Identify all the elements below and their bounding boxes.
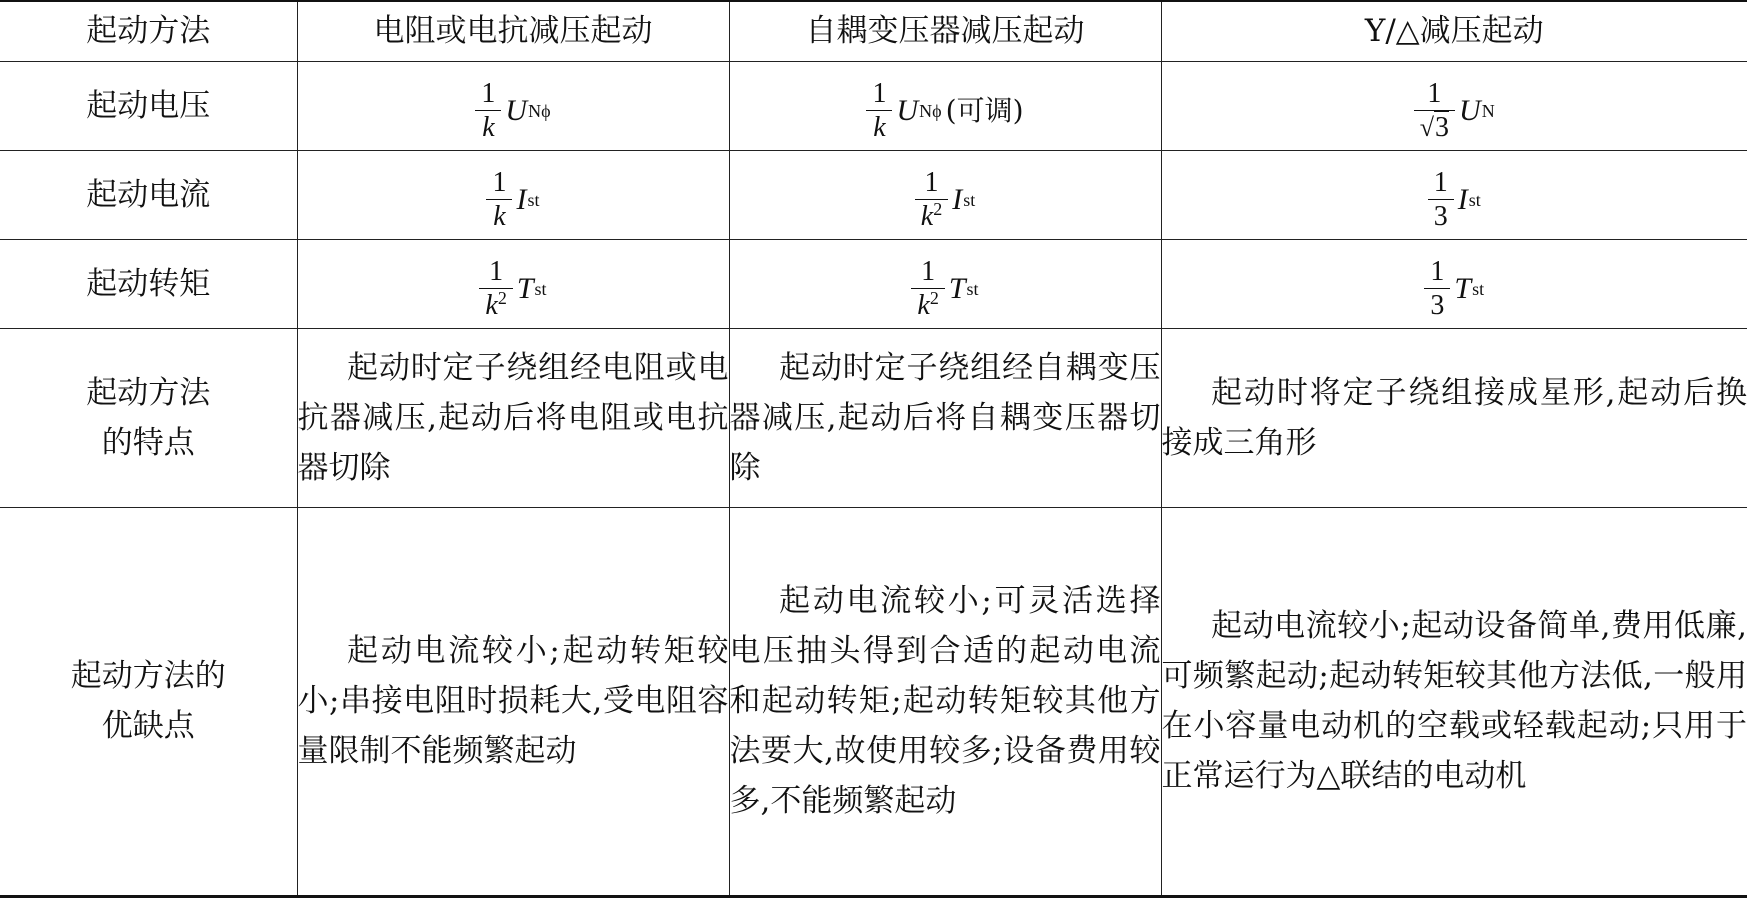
torque-star-delta	[1161, 239, 1747, 328]
label-features	[0, 328, 297, 507]
pros-cons-star-delta: 起动电流较小;起动设备简单,费用低廉,可频繁起动;起动转矩较其他方法低,一般用在小容量电动机的空载或轻载起动;只用于正常运行为△联结的电动机	[1161, 507, 1747, 896]
voltage-autotransformer	[729, 61, 1161, 150]
torque-resistor	[297, 239, 729, 328]
label-line: 的特点	[101, 424, 195, 461]
header-row	[0, 1, 1747, 61]
pros-cons-autotransformer: 起动电流较小;可灵活选择电压抽头得到合适的起动电流和起动转矩;起动转矩较其他方法要大,故使用较多;设备费用较多,不能频繁起动	[729, 507, 1161, 896]
current-autotransformer	[729, 150, 1161, 239]
voltage-star-delta	[1161, 61, 1747, 150]
label-starting-torque: 起动转矩	[0, 239, 297, 328]
formula: $\frac{1}{k^2}$ T st	[911, 256, 978, 323]
formula: $\frac{1}{3}$ T st	[1424, 256, 1484, 323]
row-pros-cons	[0, 507, 1747, 896]
formula: $\frac{1}{k}$ U Nϕ	[475, 78, 550, 145]
label-line: 起动方法	[86, 374, 211, 411]
formula: $\frac{1}{k}$ U Nϕ (可调)	[866, 78, 1023, 145]
row-starting-torque	[0, 239, 1747, 328]
formula: $\frac{1}{3}$ I st	[1428, 167, 1481, 234]
voltage-resistor	[297, 61, 729, 150]
header-method: 起动方法	[0, 1, 297, 61]
header-star-delta-method: Y/△减压起动	[1161, 1, 1747, 61]
formula: $\frac{1}{k}$ I st	[486, 167, 539, 234]
pros-cons-resistor: 起动电流较小;起动转矩较小;串接电阻时损耗大,受电阻容量限制不能频繁起动	[297, 507, 729, 896]
row-features	[0, 328, 1747, 507]
current-star-delta	[1161, 150, 1747, 239]
features-resistor: 起动时定子绕组经电阻或电抗器减压,起动后将电阻或电抗器切除	[297, 328, 729, 507]
label-line: 起动方法的	[70, 658, 226, 694]
torque-autotransformer	[729, 239, 1161, 328]
header-resistor-method: 电阻或电抗减压起动	[297, 1, 729, 61]
header-autotransformer-method: 自耦变压器减压起动	[729, 1, 1161, 61]
label-starting-voltage: 起动电压	[0, 61, 297, 150]
label-pros-cons	[0, 507, 297, 896]
features-star-delta: 起动时将定子绕组接成星形,起动后换接成三角形	[1161, 328, 1747, 507]
row-starting-current	[0, 150, 1747, 239]
formula: $\frac{1}{√3}$ U N	[1414, 78, 1495, 145]
features-autotransformer: 起动时定子绕组经自耦变压器减压,起动后将自耦变压器切除	[729, 328, 1161, 507]
formula: $\frac{1}{k^2}$ T st	[479, 256, 546, 323]
current-resistor	[297, 150, 729, 239]
row-starting-voltage	[0, 61, 1747, 150]
label-starting-current: 起动电流	[0, 150, 297, 239]
label-line: 优缺点	[101, 708, 195, 744]
formula: $\frac{1}{k^2}$ I st	[915, 167, 975, 234]
